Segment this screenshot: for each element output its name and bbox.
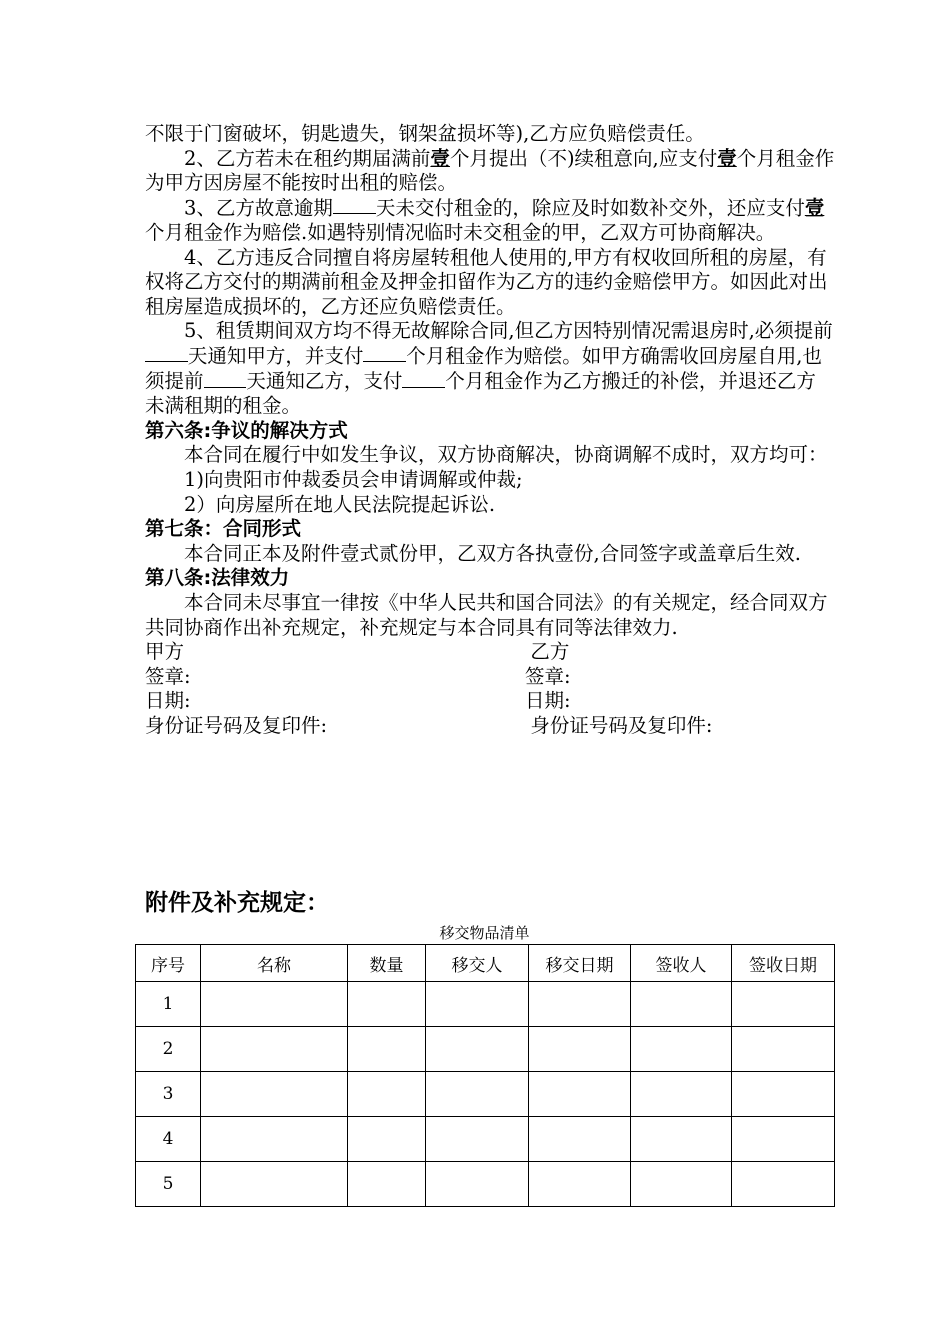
cell-handover-person: [426, 982, 529, 1027]
cell-handover-date: [529, 982, 631, 1027]
section-6-item-2: 2）向房屋所在地人民法院提起诉讼.: [184, 492, 496, 516]
party-a-date: 日期:: [145, 689, 191, 713]
cell-handover-date: [529, 1162, 631, 1207]
clause-3-text-c: 个月租金作为赔偿.如遇特别情况临时未交租金的甲，乙双方可协商解决。: [145, 220, 776, 244]
cell-receive-date: [732, 1027, 835, 1072]
cell-receiver: [631, 1027, 732, 1072]
party-b-label: 乙方: [530, 640, 570, 664]
cell-quantity: [348, 1162, 426, 1207]
cell-quantity: [348, 1027, 426, 1072]
signature-id-row: [145, 714, 835, 739]
cell-receive-date: [732, 1162, 835, 1207]
cell-handover-date: [529, 1072, 631, 1117]
cell-quantity: [348, 1072, 426, 1117]
clause-3-text-b: 天未交付租金的，除应及时如数补交外，还应支付: [375, 196, 805, 220]
cell-receive-date: [732, 1072, 835, 1117]
cell-handover-person: [426, 1027, 529, 1072]
table-row: [136, 1027, 835, 1072]
row-index: 3: [136, 1072, 201, 1117]
cell-quantity: [348, 982, 426, 1027]
cell-receive-date: [732, 982, 835, 1027]
cell-handover-date: [529, 1027, 631, 1072]
table-row: [136, 1072, 835, 1117]
header-receiver: 签收人: [631, 945, 732, 982]
clause-2-text-c: 个月租金作为甲方因房屋不能按时出租的赔偿。: [145, 146, 835, 195]
cell-quantity: [348, 1117, 426, 1162]
row-index: 4: [136, 1117, 201, 1162]
section-7-body: 本合同正本及附件壹式贰份甲，乙双方各执壹份,合同签字或盖章后生效.: [184, 541, 801, 565]
contract-body: [145, 122, 835, 738]
clause-5-blank-1: [145, 344, 188, 363]
clause-2-amount-2: 壹: [717, 146, 737, 170]
party-b-seal: 签章:: [525, 664, 571, 688]
row-index: 2: [136, 1027, 201, 1072]
cell-receiver: [631, 1117, 732, 1162]
clause-5-text-e: 个月租金作为乙方搬迁的补偿，并退还乙方未满租期的租金。: [145, 369, 816, 418]
paragraph-damage: 不限于门窗破坏，钥匙遗失，钢架盆损坏等),乙方应负赔偿责任。: [145, 122, 705, 145]
clause-3: [145, 196, 835, 246]
cell-receiver: [631, 1162, 732, 1207]
table-caption: 移交物品清单: [439, 924, 530, 942]
cell-receive-date: [732, 1117, 835, 1162]
clause-4: 4、乙方违反合同擅自将房屋转租他人使用的,甲方有权收回所租的房屋，有权将乙方交付的期满前租金及押金扣留作为乙方的违约金赔偿甲方。如因此对出租房屋造成损坏的，乙方还应负赔偿责任。: [145, 245, 828, 318]
clause-2: [145, 147, 835, 196]
header-handover-person: 移交人: [426, 945, 529, 982]
table-row: [136, 982, 835, 1027]
cell-name: [201, 1117, 348, 1162]
cell-name: [201, 982, 348, 1027]
signature-party-row: [145, 640, 835, 665]
clause-3-blank-days: [333, 196, 376, 215]
clause-3-amount: 壹: [804, 196, 825, 220]
cell-name: [201, 1027, 348, 1072]
clause-5: [145, 319, 835, 418]
header-index: 序号: [136, 945, 201, 982]
party-a-seal: 签章:: [145, 664, 191, 688]
clause-5-text-c: 个月租金作为赔偿。如甲方确需收回房屋自用,也须提前: [145, 344, 822, 393]
annex-title: 附件及补充规定：: [145, 890, 329, 916]
clause-5-blank-4: [402, 369, 445, 388]
section-8-body: 本合同未尽事宜一律按《中华人民共和国合同法》的有关规定，经合同双方共同协商作出补充规定，补充规定与本合同具有同等法律效力.: [145, 590, 828, 639]
clause-5-blank-3: [204, 369, 247, 388]
cell-name: [201, 1072, 348, 1117]
cell-handover-person: [426, 1162, 529, 1207]
section-7-heading: 第七条：合同形式: [145, 517, 302, 541]
row-index: 5: [136, 1162, 201, 1207]
party-b-id: 身份证号码及复印件:: [530, 713, 713, 737]
clause-2-text-b: 个月提出（不)续租意向,应支付: [449, 146, 718, 170]
header-handover-date: 移交日期: [529, 945, 631, 982]
header-quantity: 数量: [348, 945, 426, 982]
cell-receiver: [631, 1072, 732, 1117]
clause-5-blank-2: [363, 344, 406, 363]
section-8-heading: 第八条:法律效力: [145, 566, 290, 590]
header-receive-date: 签收日期: [732, 945, 835, 982]
section-6-body: 本合同在履行中如发生争议，双方协商解决，协商调解不成时，双方均可：: [184, 443, 828, 467]
handover-items-table: [135, 944, 835, 1207]
clause-5-text-b: 天通知甲方，并支付: [187, 344, 364, 368]
party-a-label: 甲方: [145, 640, 185, 664]
clause-5-text-a: 5、租赁期间双方均不得无故解除合同,但乙方因特别情况需退房时,必须提前: [184, 319, 833, 343]
clause-3-text-a: 3、乙方故意逾期: [184, 196, 333, 220]
signature-date-row: [145, 689, 835, 714]
cell-handover-person: [426, 1072, 529, 1117]
party-a-id: 身份证号码及复印件:: [145, 713, 328, 737]
cell-name: [201, 1162, 348, 1207]
table-row: [136, 1117, 835, 1162]
table-header-row: [136, 945, 835, 982]
header-name: 名称: [201, 945, 348, 982]
party-b-date: 日期:: [525, 689, 571, 713]
clause-2-amount-1: 壹: [430, 146, 450, 170]
cell-handover-person: [426, 1117, 529, 1162]
section-6-heading: 第六条:争议的解决方式: [145, 418, 348, 442]
signature-seal-row: [145, 665, 835, 690]
table-row: [136, 1162, 835, 1207]
section-6-item-1: 1)向贵阳市仲裁委员会申请调解或仲裁;: [184, 467, 523, 491]
row-index: 1: [136, 982, 201, 1027]
cell-receiver: [631, 982, 732, 1027]
clause-5-text-d: 天通知乙方，支付: [246, 369, 403, 393]
cell-handover-date: [529, 1117, 631, 1162]
clause-2-text-a: 2、乙方若未在租约期届满前: [184, 146, 431, 170]
